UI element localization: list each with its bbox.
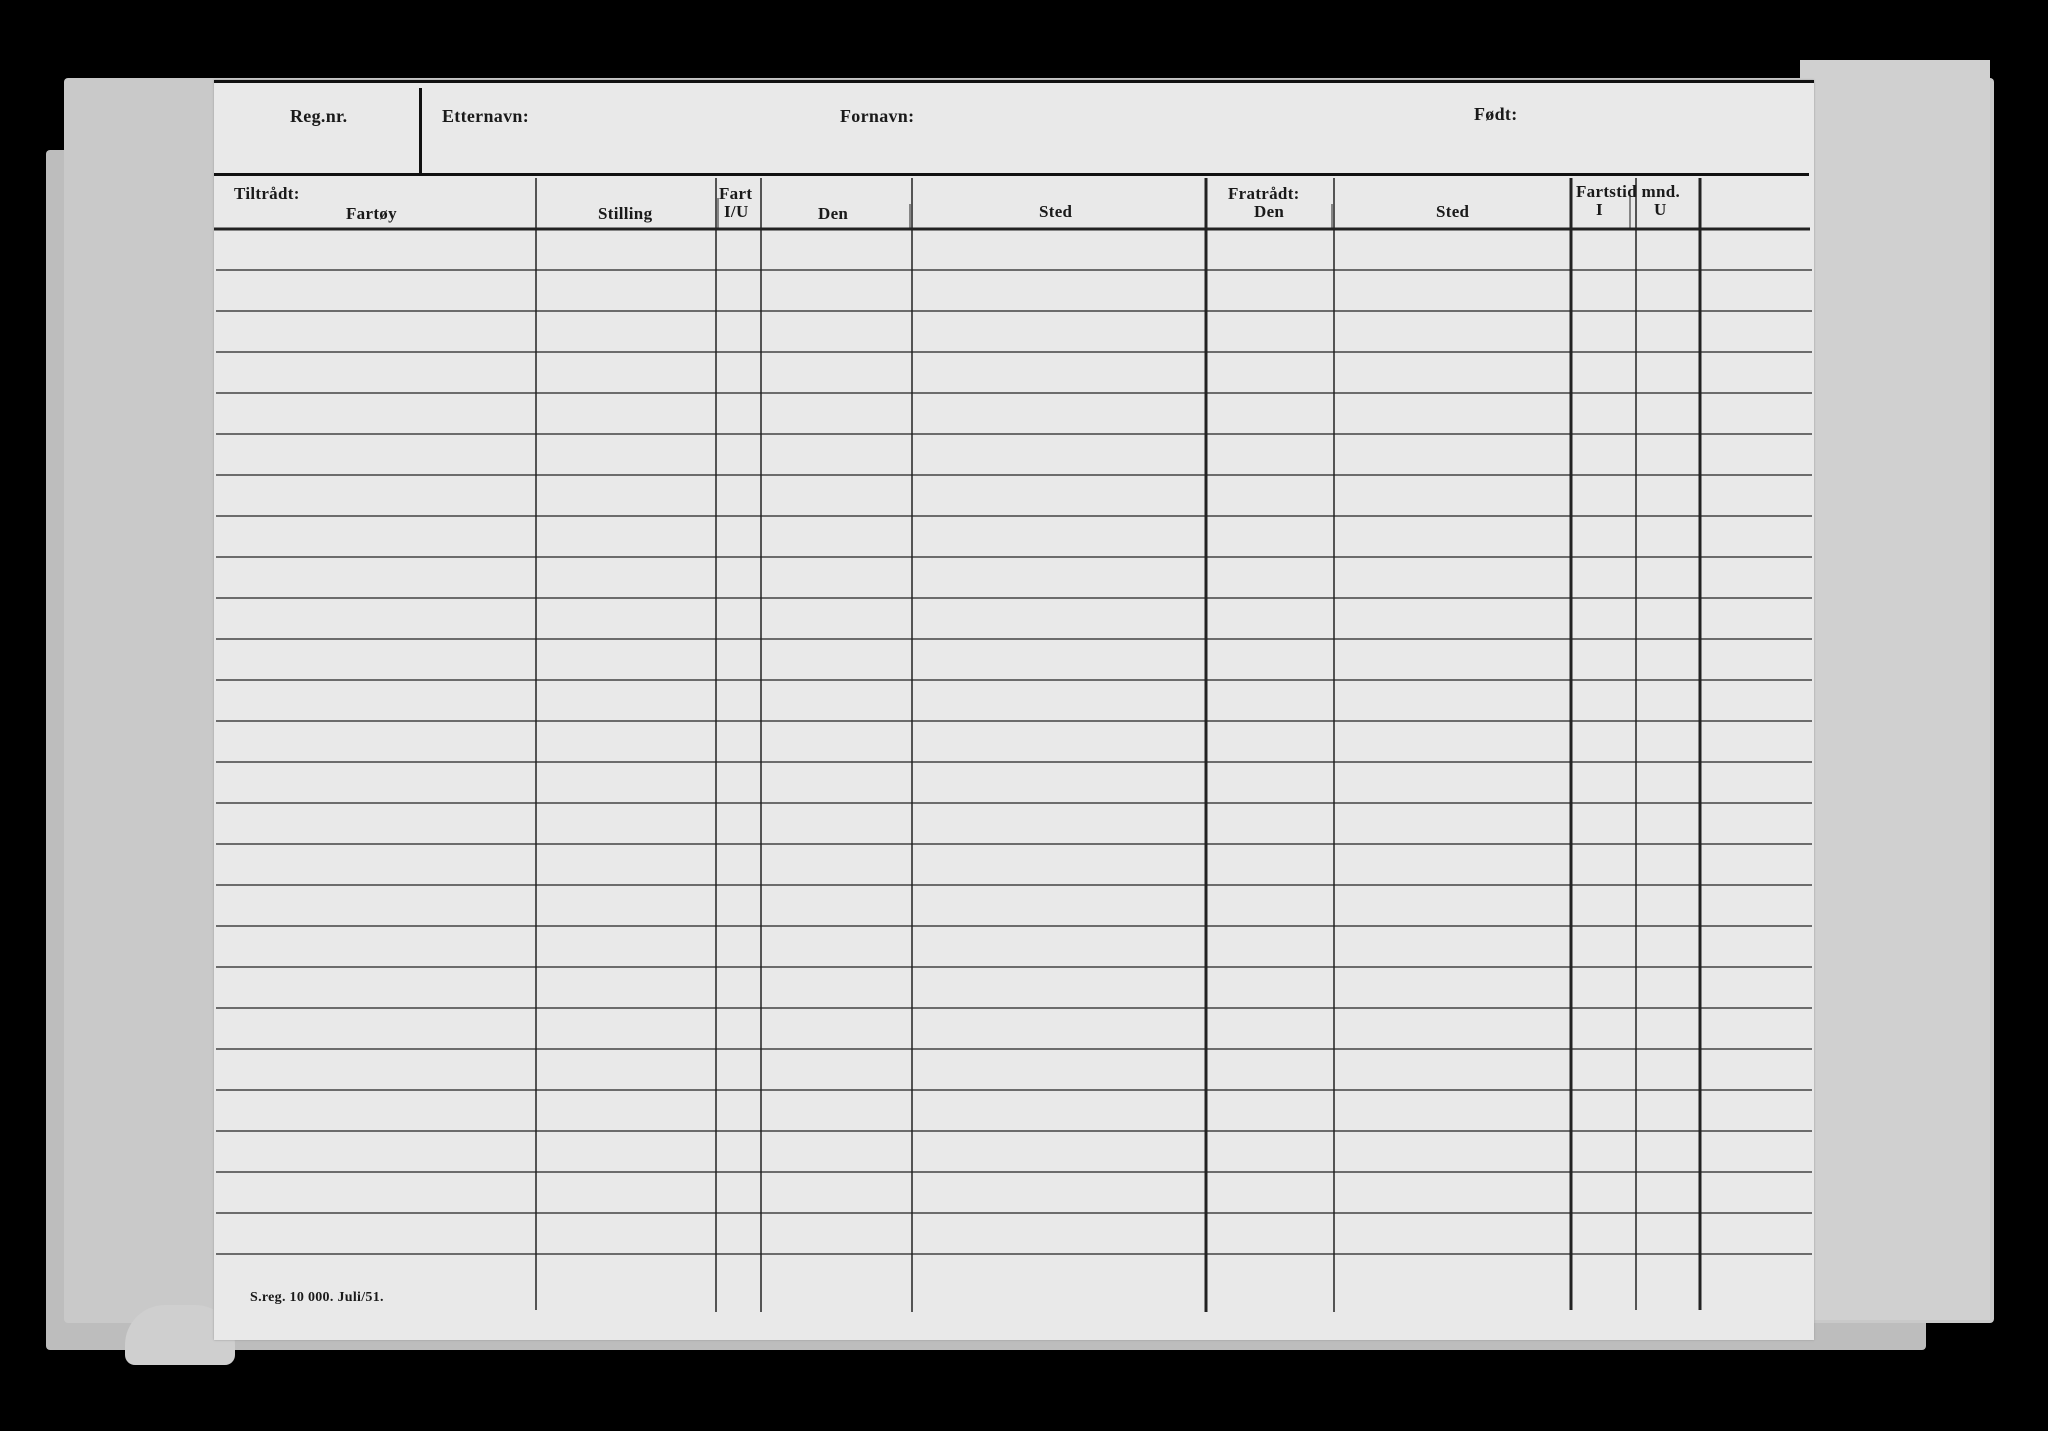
fart-iu-header: I/U [724, 202, 749, 221]
den-header: Den [818, 204, 849, 223]
fartstid-u-header: U [1654, 200, 1667, 219]
etternavn-label: Etternavn: [442, 106, 529, 126]
fartstid-i-header: I [1596, 200, 1603, 219]
fartoy-header: Fartøy [346, 204, 397, 223]
fratradt-sted-header: Sted [1436, 202, 1470, 221]
fartstid-header: Fartstid mnd. [1576, 182, 1681, 201]
fratradt-label: Fratrådt: [1228, 184, 1300, 203]
reg-nr-label: Reg.nr. [290, 106, 348, 126]
fart-header: Fart [719, 184, 753, 203]
stilling-header: Stilling [598, 204, 653, 223]
sted-header: Sted [1039, 202, 1073, 221]
tiltradt-label: Tiltrådt: [234, 184, 300, 203]
fratradt-den-header: Den [1254, 202, 1285, 221]
print-note: S.reg. 10 000. Juli/51. [250, 1290, 384, 1305]
fodt-label: Født: [1474, 104, 1518, 124]
fornavn-label: Fornavn: [840, 106, 915, 126]
